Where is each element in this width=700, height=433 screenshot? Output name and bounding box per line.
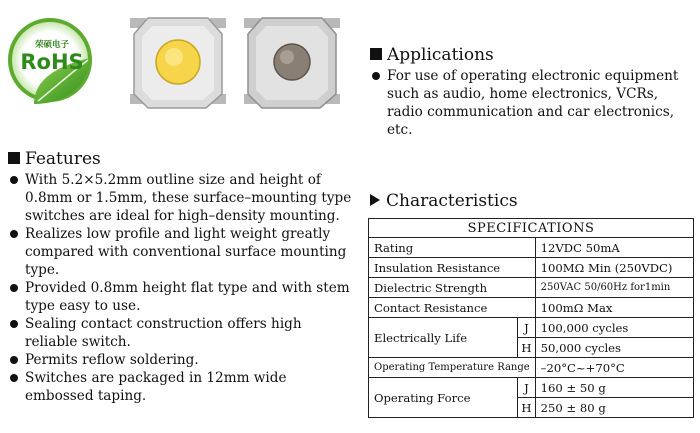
life-h-value: 50,000 cycles (535, 338, 693, 358)
table-row (369, 258, 694, 278)
list-item: Sealing contact construction offers high reliable switch. (8, 315, 356, 351)
temperature-label: Operating Temperature Range (369, 358, 536, 378)
life-j-value: 100,000 cycles (535, 318, 693, 338)
table-row (369, 318, 694, 338)
dielectric-label: Dielectric Strength (369, 278, 536, 298)
triangle-bullet-icon (370, 194, 380, 206)
table-row (369, 278, 694, 298)
rating-value: 12VDC 50mA (535, 238, 693, 258)
force-h-code: H (518, 398, 535, 418)
product-photo-yellow (126, 4, 230, 116)
characteristics-heading: Characteristics (370, 191, 518, 211)
table-row (369, 298, 694, 318)
list-item: For use of operating electronic equipment such as audio, home electronics, VCRs, radio communication and car electronics, etc. (370, 67, 692, 139)
life-label: Electrically Life (369, 318, 518, 358)
insulation-label: Insulation Resistance (369, 258, 536, 278)
list-item: Permits reflow soldering. (8, 351, 356, 369)
applications-list (370, 67, 692, 139)
logo-rohs-text: RoHS (20, 50, 84, 74)
logo-company-text: 荣硕电子 (34, 40, 69, 50)
contact-label: Contact Resistance (369, 298, 536, 318)
temperature-value: –20°C~+70°C (535, 358, 693, 378)
force-j-value: 160 ± 50 g (535, 378, 693, 398)
list-item: Realizes low profile and light weight greatly compared with conventional surface mounting type. (8, 225, 356, 279)
features-heading: Features (8, 149, 101, 169)
square-bullet-icon (370, 48, 382, 60)
table-header-row (369, 219, 694, 238)
table-header: SPECIFICATIONS (369, 219, 694, 238)
table-row (369, 238, 694, 258)
list-item: With 5.2×5.2mm outline size and height of 0.8mm or 1.5mm, these surface–mounting type switches are ideal for high–density mounting. (8, 171, 356, 225)
force-label: Operating Force (369, 378, 518, 418)
specifications-table (368, 218, 694, 418)
rating-label: Rating (369, 238, 536, 258)
product-photo-gray (240, 4, 344, 116)
contact-value: 100mΩ Max (535, 298, 693, 318)
list-item: Switches are packaged in 12mm wide embossed taping. (8, 369, 356, 405)
features-list (8, 171, 356, 405)
square-bullet-icon (8, 152, 20, 164)
dielectric-value: 250VAC 50/60Hz for1min (535, 278, 693, 298)
force-j-code: J (518, 378, 535, 398)
insulation-value: 100MΩ Min (250VDC) (535, 258, 693, 278)
life-j-code: J (518, 318, 535, 338)
force-h-value: 250 ± 80 g (535, 398, 693, 418)
applications-heading: Applications (370, 45, 494, 65)
life-h-code: H (518, 338, 535, 358)
table-row (369, 358, 694, 378)
table-row (369, 378, 694, 398)
list-item: Provided 0.8mm height flat type and with stem type easy to use. (8, 279, 356, 315)
rohs-logo (4, 8, 100, 112)
